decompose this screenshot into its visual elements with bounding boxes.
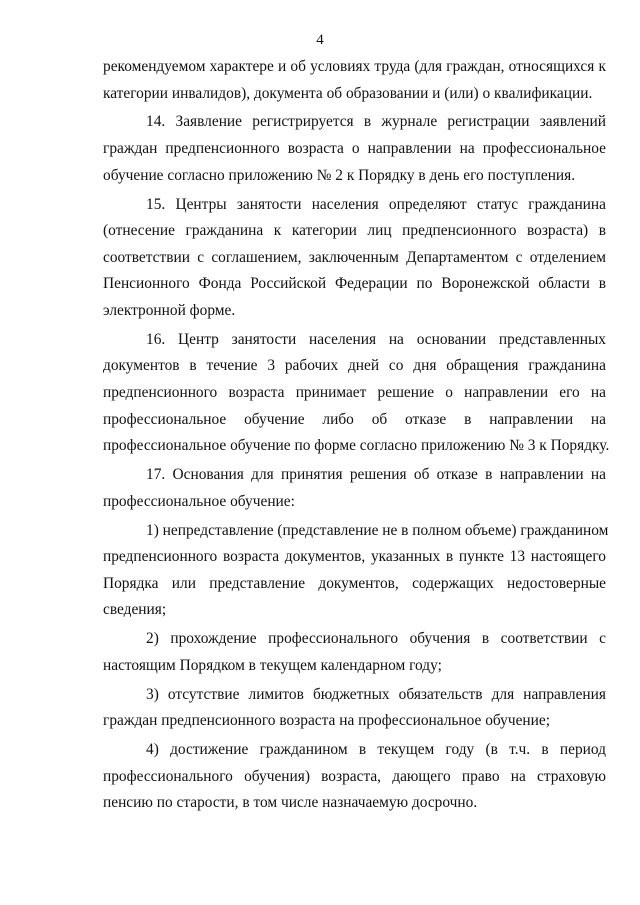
text-line: профессиональное обучение либо об отказе в направлении на [103,410,606,428]
paragraph-16 [103,327,610,460]
text-line: профессиональное обучение по форме согласно приложению № 3 к Порядку. [103,437,610,455]
text-line: 16. Центр занятости населения на основании представленных [146,330,606,348]
text-line: граждан предпенсионного возраста на профессиональное обучение; [103,712,551,730]
text-line: рекомендуемом характере и об условиях труда (для граждан, относящихся к [103,58,606,75]
paragraph-17 [103,462,606,515]
list-item-4 [103,737,606,817]
page-number: 4 [316,32,324,48]
text-line: пенсию по старости, в том числе назначаемую досрочно. [103,794,478,812]
text-line: соответствии с соглашением, заключенным Департаментом с отделением [103,248,606,266]
paragraph-14 [103,109,606,189]
text-line: Пенсионного Фонда Российской Федерации по Воронежской области в [103,275,606,293]
text-line: 4) достижение гражданином в текущем году (в т.ч. в период [146,741,606,759]
text-line: 15. Центры занятости населения определяют статус гражданина [146,195,606,213]
text-line: профессиональное обучение: [103,492,295,510]
text-line: настоящим Порядком в текущем календарном году; [103,656,442,674]
paragraph-15 [103,192,606,325]
list-item-1 [103,518,609,624]
text-line: (отнесение гражданина к категории лиц предпенсионного возраста) в [103,222,606,240]
text-line: сведения; [103,601,167,619]
text-line: обучение согласно приложению № 2 к Порядку в день его поступления. [103,166,576,184]
text-line: 2) прохождение профессионального обучения в соответствии с [146,630,606,648]
text-line: категории инвалидов), документа об образовании и (или) о квалификации. [103,84,593,102]
text-line: 1) непредставление (представление не в полном объеме) гражданином [146,521,609,539]
text-line: документов в течение 3 рабочих дней со дня обращения гражданина [103,357,606,375]
text-line: предпенсионного возраста документов, указанных в пункте 13 настоящего [103,548,606,566]
list-item-3 [103,682,606,735]
text-line: 14. Заявление регистрируется в журнале регистрации заявлений [146,113,606,131]
text-line: предпенсионного возраста принимает решение о направлении его на [103,384,606,402]
text-line: 17. Основания для принятия решения об отказе в направлении на [146,466,606,484]
text-line: профессионального обучения) возраста, дающего право на страховую [103,767,606,785]
text-line: граждан предпенсионного возраста о направлении на профессиональное [103,140,606,158]
text-line: электронной форме. [103,301,236,319]
paragraph-continuation [103,54,606,107]
list-item-2 [103,626,606,679]
text-line: Порядка или представление документов, содержащих недостоверные [103,574,606,592]
document-body [103,54,610,817]
text-line: 3) отсутствие лимитов бюджетных обязательств для направления [146,685,606,703]
